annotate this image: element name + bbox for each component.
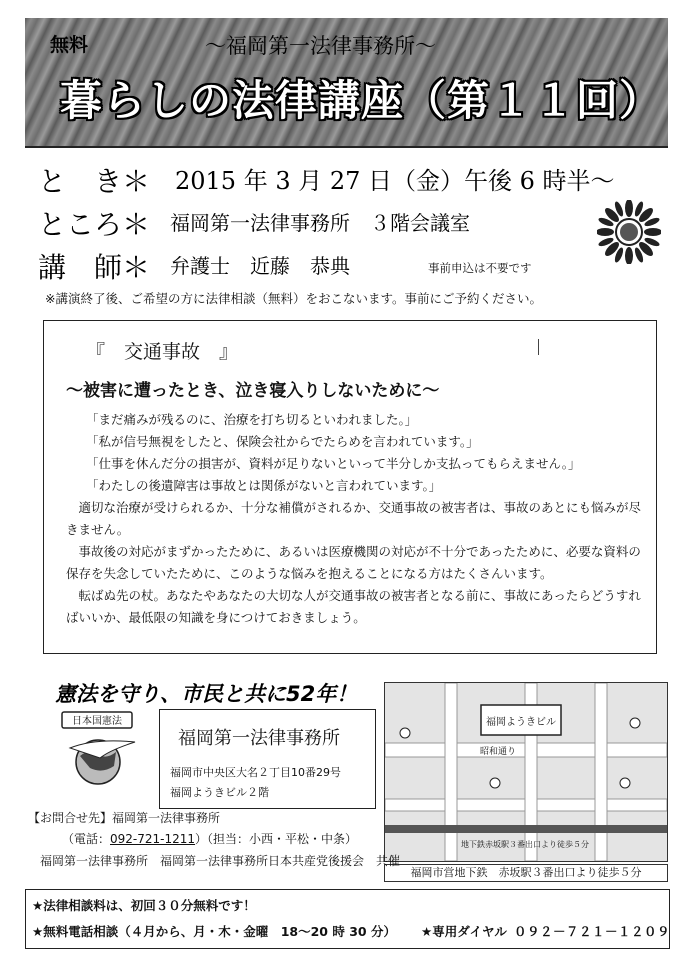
phone-number[interactable]: 092-721-1211: [110, 832, 196, 846]
time-label: と き＊: [38, 165, 151, 198]
hotline-label: ★専用ダイヤル: [421, 924, 507, 939]
contact-name: 福岡第一法律事務所: [112, 811, 221, 825]
lecture-paragraph: 事故後の対応がまずかったために、あるいは医療機関の対応が不十分であったために、必要な資料の保存を失念していたために、このような悩みを抱えることになる方はたくさんいます。: [66, 544, 641, 581]
quote-item: 「私が信号無視をしたと、保険会社からでたらめを言われています。」: [86, 434, 479, 449]
lecture-box: [43, 320, 657, 654]
quote-item: 「まだ痛みが残るのに、治療を打ち切るといわれました。」: [86, 412, 418, 427]
no-reservation-note: 事前申込は不要です: [428, 261, 532, 275]
footer-line-1: ★法律相談料は、初回３０分無料です！: [32, 898, 256, 913]
page-title: 暮らしの法律講座（第１１回）: [60, 76, 663, 125]
lecture-paragraph: 適切な治療が受けられるか、十分な補償がされるか、交通事故の被害者は、事故のあとにも悩みが尽きません。: [66, 500, 642, 537]
place-label: ところ＊: [38, 208, 151, 241]
contact-label: 【お問合せ先】: [28, 811, 113, 825]
firm-address: 福岡市中央区大名２丁目10番29号: [170, 766, 341, 779]
consult-note: ※講演終了後、ご希望の方に法律相談（無料）をおこないます。事前にご予約ください。: [45, 291, 542, 306]
footer-line-2: ★無料電話相談（４月から、月・木・金曜 18〜20 時 30 分）: [32, 924, 396, 939]
phone-suffix: ）（担当：小西・平松・中条）: [195, 832, 358, 846]
contact-line: [28, 809, 220, 826]
banner-firm-name: 〜福岡第一法律事務所〜: [205, 34, 436, 58]
divider: [538, 339, 539, 355]
speaker-label: 講 師＊: [38, 251, 151, 284]
speaker-value: 弁護士 近藤 恭典: [170, 254, 350, 278]
constitution-logo: [40, 708, 155, 788]
sponsors: 福岡第一法律事務所 福岡第一法律事務所日本共産党後援会 共催: [40, 854, 401, 868]
quote-item: 「わたしの後遺障害は事故とは関係がないと言われています。」: [86, 478, 442, 493]
quote-list: [86, 409, 581, 497]
map-building-label: 福岡ようきビル: [486, 717, 556, 728]
time-value: 2015 年 3 月 27 日（金）午後 6 時半〜: [175, 167, 615, 195]
sunflower-icon: [597, 200, 661, 264]
place-value: 福岡第一法律事務所 ３階会議室: [170, 211, 470, 235]
hotline-number[interactable]: ０９２－７２１－１２０９: [514, 924, 671, 939]
lecture-paragraph: 転ばぬ先の杖。あなたやあなたの大切な人が交通事故の被害者となる前に、事故にあったらどうすればいいか、最低限の知識を身につけておきましょう。: [66, 588, 641, 625]
free-label: 無料: [50, 34, 89, 56]
station-note: 福岡市営地下鉄 赤坂駅３番出口より徒歩５分: [384, 864, 668, 882]
map-access-note: 地下鉄赤坂駅３番出口より徒歩５分: [461, 840, 589, 849]
footer-box: [25, 889, 670, 949]
lecture-subtitle: 〜被害に遭ったとき、泣き寝入りしないために〜: [66, 381, 440, 401]
lecture-topic: 『 交通事故 』: [86, 341, 239, 363]
map-street-label: 昭和通り: [480, 747, 517, 757]
map-graphic: [385, 683, 667, 861]
phone-prefix: （電話：: [62, 832, 111, 846]
logo-text: 日本国憲法: [72, 716, 122, 727]
quote-item: 「仕事を休んだ分の損害が、資料が足りないといって半分しか支払ってもらえません。」: [86, 456, 581, 471]
firm-name: 福岡第一法律事務所: [178, 728, 340, 749]
firm-address-box: [159, 709, 376, 809]
slogan: 憲法を守り、市民と共に52年！: [55, 682, 358, 706]
access-map: [384, 682, 668, 862]
firm-building: 福岡ようきビル２階: [170, 786, 269, 799]
contact-phone-line: [62, 830, 357, 847]
